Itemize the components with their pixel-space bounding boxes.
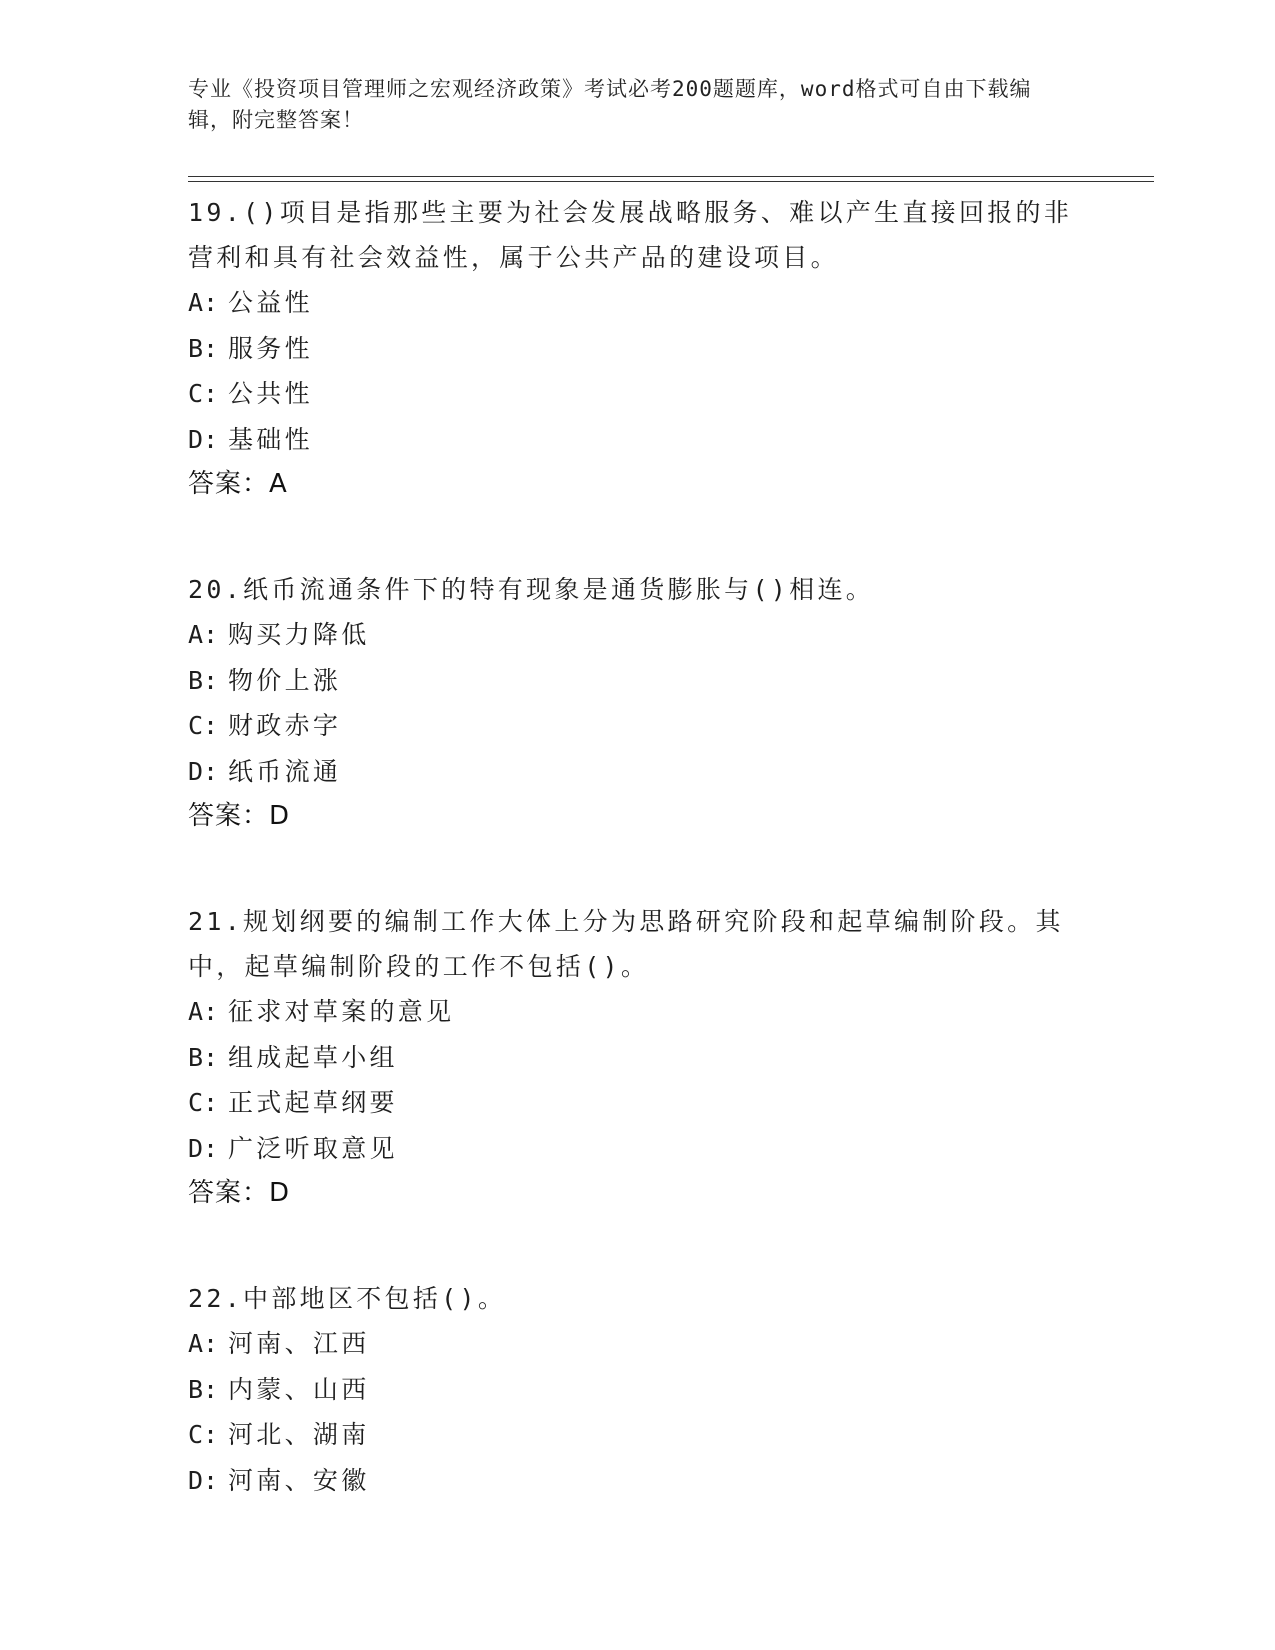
answer: 答案：A bbox=[188, 469, 288, 499]
option-key: C: bbox=[188, 379, 219, 408]
option-d bbox=[188, 1458, 1088, 1504]
option-d bbox=[188, 1126, 1088, 1172]
option-b bbox=[188, 658, 1088, 704]
option-c bbox=[188, 1080, 1088, 1126]
option-text: 纸币流通 bbox=[228, 756, 342, 786]
option-c bbox=[188, 1412, 1088, 1458]
question-list bbox=[188, 190, 1088, 1563]
question-21 bbox=[188, 899, 1088, 1216]
option-b bbox=[188, 1367, 1088, 1413]
option-key: A: bbox=[188, 288, 219, 317]
option-key: D: bbox=[188, 756, 219, 786]
question-stem: 19.()项目是指那些主要为社会发展战略服务、难以产生直接回报的非营利和具有社会效益性，属于公共产品的建设项目。 bbox=[188, 198, 1073, 272]
option-a bbox=[188, 1321, 1088, 1367]
option-key: B: bbox=[188, 1042, 219, 1072]
option-text: 河南、安徽 bbox=[228, 1465, 370, 1495]
answer: 答案：D bbox=[188, 1178, 291, 1208]
option-c bbox=[188, 703, 1088, 749]
option-a bbox=[188, 280, 1088, 326]
option-key: B: bbox=[188, 1374, 219, 1404]
option-text: 组成起草小组 bbox=[228, 1042, 398, 1072]
option-text: 广泛听取意见 bbox=[228, 1133, 398, 1163]
question-22 bbox=[188, 1276, 1088, 1503]
question-19 bbox=[188, 190, 1088, 507]
option-d bbox=[188, 749, 1088, 795]
option-key: C: bbox=[188, 711, 219, 740]
option-key: A: bbox=[188, 1329, 219, 1358]
option-key: C: bbox=[188, 1088, 219, 1117]
option-text: 河南、江西 bbox=[228, 1329, 370, 1358]
document-header: 专业《投资项目管理师之宏观经济政策》考试必考200题题库，word格式可自由下载编辑，附完整答案！ bbox=[188, 77, 1032, 132]
option-text: 河北、湖南 bbox=[228, 1420, 370, 1449]
option-text: 公共性 bbox=[228, 379, 313, 408]
option-key: B: bbox=[188, 333, 219, 363]
option-text: 内蒙、山西 bbox=[228, 1374, 370, 1404]
question-stem: 22.中部地区不包括()。 bbox=[188, 1284, 507, 1313]
option-key: A: bbox=[188, 620, 219, 649]
option-key: D: bbox=[188, 1465, 219, 1495]
option-a bbox=[188, 612, 1088, 658]
question-stem: 20.纸币流通条件下的特有现象是通货膨胀与()相连。 bbox=[188, 575, 875, 604]
option-key: A: bbox=[188, 997, 219, 1026]
question-20 bbox=[188, 567, 1088, 839]
option-d bbox=[188, 417, 1088, 463]
option-key: D: bbox=[188, 1133, 219, 1163]
option-text: 基础性 bbox=[228, 424, 313, 454]
option-key: B: bbox=[188, 665, 219, 695]
option-b bbox=[188, 1035, 1088, 1081]
answer: 答案：D bbox=[188, 801, 291, 831]
option-a bbox=[188, 989, 1088, 1035]
option-text: 购买力降低 bbox=[228, 620, 370, 649]
option-c bbox=[188, 371, 1088, 417]
option-key: D: bbox=[188, 424, 219, 454]
option-text: 物价上涨 bbox=[228, 665, 342, 695]
header-rule-bottom bbox=[188, 181, 1154, 182]
option-text: 财政赤字 bbox=[228, 711, 342, 740]
option-key: C: bbox=[188, 1420, 219, 1449]
option-text: 征求对草案的意见 bbox=[228, 997, 455, 1026]
option-text: 公益性 bbox=[228, 288, 313, 317]
option-text: 服务性 bbox=[228, 333, 313, 363]
option-b bbox=[188, 326, 1088, 372]
option-text: 正式起草纲要 bbox=[228, 1088, 398, 1117]
header-rule-top bbox=[188, 176, 1154, 177]
question-stem: 21.规划纲要的编制工作大体上分为思路研究阶段和起草编制阶段。其中，起草编制阶段的工作不包括()。 bbox=[188, 907, 1064, 981]
